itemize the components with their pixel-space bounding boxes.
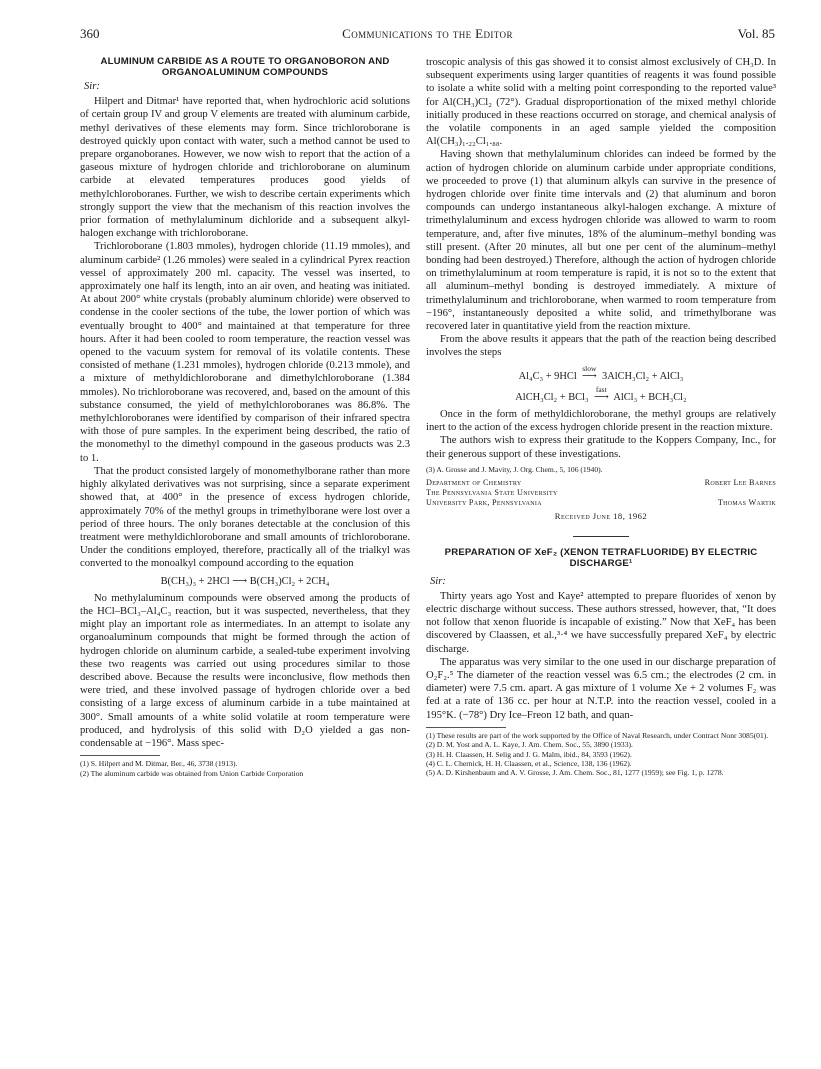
affiliation-location: University Park, Pennsylvania <box>426 498 542 508</box>
right-column <box>426 56 776 778</box>
step-1-reactants: Al₄C₃ + 9HCl <box>518 370 577 382</box>
footnote: (3) H. H. Claassen, H. Selig and J. G. Malm, ibid., 84, 3593 (1962). <box>426 749 632 759</box>
article2-paragraph: The apparatus was very similar to the one used in our discharge preparation of O₂F₂.⁵ The diameter of the reaction vessel was 6.5 cm.; the electrodes (2 cm. in diameter) were 7.5 cm. apart. A gas mixture of 1 volume Xe + 2 volumes F₂ was fed at a rate of 136 cc. per hour at N.T.P. into the reaction vessel, cooled in a 195°K. (−78°) Dry Ice–Freon 12 bath, and quan- <box>426 656 776 721</box>
step-1-rate-label: slow <box>582 363 597 373</box>
footnote: (2) D. M. Yost and A. L. Kaye, J. Am. Chem. Soc., 55, 3890 (1933). <box>426 740 633 750</box>
affiliation-row <box>426 498 776 508</box>
left-column <box>80 56 410 778</box>
step-2-reactants: AlCH₃Cl₂ + BCl₃ <box>515 391 589 403</box>
footnote: (1) S. Hilpert and M. Ditmar, Ber., 46, 3738 (1913). <box>80 759 238 769</box>
article1-paragraph: Once in the form of methyldichloroborane, the methyl groups are relatively inert to the action of the excess hydrogen chloride present in the reaction mixture. <box>426 409 776 434</box>
article1-paragraph: The authors wish to express their gratitude to the Koppers Company, Inc., for their generous support of these investigations. <box>426 435 776 460</box>
footnote: (5) A. D. Kirshenbaum and A. V. Grosse, J. Am. Chem. Soc., 81, 1277 (1959); see Fig. 1, p. 1278. <box>426 768 724 778</box>
author-name: Robert Lee Barnes <box>704 478 776 488</box>
volume-label: Vol. 85 <box>737 26 775 41</box>
article1-paragraph: From the above results it appears that the path of the reaction being described involves the steps <box>426 334 776 359</box>
article1-paragraph: That the product consisted largely of monomethylborane rather than more highly alkylated derivatives was not surprising, since a separate experiment showed that, at 400° in the presence of excess hydrogen chloride, approximately 70% of the methyl groups in trimethylborane were lost over a period of three hours. The only boranes detectable at the conclusion of this treatment were methyldichloroborane and small amounts of trichloroborane. Under the conditions employed, therefore, practically all of the trialkyl was converted to the monoalkyl compound according to the equation <box>80 465 410 570</box>
received-date: Received June 18, 1962 <box>554 511 648 522</box>
step-1-products: 3AlCH₃Cl₂ + AlCl₃ <box>602 370 684 382</box>
article1-salutation: Sir: <box>84 81 100 92</box>
reaction-arrow: fast ⟶ <box>591 384 612 403</box>
footnote-divider <box>80 755 160 756</box>
footnote: (4) C. L. Chernick, H. H. Claassen, et al., Science, 138, 136 (1962). <box>426 758 632 768</box>
footnote-divider <box>426 727 506 728</box>
article2-title: PREPARATION OF XeF₂ (XENON TETRAFLUORIDE) BY ELECTRIC DISCHARGE¹ <box>444 546 758 569</box>
step-2-products: AlCl₃ + BCH₃Cl₂ <box>613 391 687 403</box>
page-number: 360 <box>80 26 100 41</box>
article1-paragraph: troscopic analysis of this gas showed it to consist almost exclusively of CH₃D. In subsequent experiments using larger quantities of reagents it was found possible to isolate a white solid with a melting point corresponding to the reported value³ for Al(CH₃)Cl₂ (72°). Gradual disproportionation of the mixed methyl chloride initially produced in these reactions occurred on storage, and chemical analysis of the volatile components in an aged sample yielded the composition Al(CH₃)₁.₂₂Cl₁.₈₈. <box>426 57 776 148</box>
reference-3: (3) A. Grosse and J. Mavity, J. Org. Chem., 5, 106 (1940). <box>426 464 603 474</box>
affiliation-row <box>426 478 776 488</box>
reaction-arrow: slow ⟶ <box>579 363 600 382</box>
article2-paragraph: Thirty years ago Yost and Kaye² attempted to prepare fluorides of xenon by electric discharge without success. These authors stressed, however, that, “It does not follow that xenon fluoride is incapable of existing.” Now that XeF₄ has been discovered by Claassen, et al.,³·⁴ we have successfully prepared XeF₄ by electric discharge. <box>426 590 776 655</box>
author-name: Thomas Wartik <box>717 498 776 508</box>
reaction-step-2 <box>426 384 776 404</box>
reaction-step-1 <box>426 363 776 383</box>
equation-1: B(CH₃)₃ + 2HCl ⟶ B(CH₃)Cl₂ + 2CH₄ <box>160 575 330 587</box>
article1-paragraph: No methylaluminum compounds were observed among the products of the HCl–BCl₃–Al₄C₃ reaction, but it was suspected, nevertheless, that they might play an important role as intermediates. In an attempt to isolate any organoaluminum compounds that might be formed through the action of hydrogen chloride on aluminum carbide, a sealed-tube experiment involving these two reagents was carried out using procedures similar to those described above. Because the results were inconclusive, flow methods then were tried, and these involved passage of hydrogen chloride over a bed consisting of a large excess of aluminum carbide in a tube maintained at 300°. Small amounts of a white solid volatile at room temperature were produced, and hydrolysis of this solid with D₂O yielded a gas non-condensable at −196°. Mass spec- <box>80 592 410 749</box>
affiliation-university: The Pennsylvania State University <box>426 488 558 498</box>
step-2-rate-label: fast <box>595 384 607 394</box>
page-header <box>80 26 775 46</box>
article1-paragraph: Trichloroborane (1.803 mmoles), hydrogen chloride (11.19 mmoles), and aluminum carbide² (1.26 mmoles) were sealed in a cylindrical Pyrex reaction vessel of approximately 200 ml. capacity. The vessel was inserted, to approximately one half its length, into an air oven, and heating was initiated. At about 200° white crystals (probably aluminum chloride) were observed to condense in the cooler sections of the tube, the lower portion of which was eventually brought to 400° and maintained at that temperature for three hours. After it had been cooled to room temperature, the reaction vessel was opened to the vacuum system for removal of its volatile contents. These consisted of methane (1.231 mmoles), hydrogen chloride (0.213 mmole), and a mixture of methyldichloroborane and dimethylchloroborane (1.384 mmoles). No trichloroborane was recovered, and, based on the amount of this substance consumed, the yield of methylchloroboranes was 86.8%. The methylchloroboranes were identified by comparison of their infrared spectra with those of pure samples. In the experiment being described, the ratio of the monomethyl to the dimethyl compound in the gaseous products was 2.3 to 1. <box>80 241 410 464</box>
footnote: (1) These results are part of the work supported by the Office of Naval Research, under Contract Nonr 3085(01). <box>426 730 769 740</box>
article1-paragraph: Having shown that methylaluminum chlorides can indeed be formed by the action of hydrogen chloride on aluminum carbide under appropriate conditions, we proceeded to prove (1) that aluminum alkyls can survive in the presence of hydrogen chloride over finite time intervals and (2) that aluminum and boron compounds can undergo instantaneous alkyl-halogen exchange. A mixture of trimethylaluminum and excess hydrogen chloride was allowed to warm to room temperature, and, after five minutes, 18% of the aluminum–methyl bonding was still present. (After 20 minutes, all but one per cent of the aluminum–methyl bonding had been destroyed.) Therefore, although the action of hydrogen chloride on trimethylaluminum at room temperature is rapid, it is not so to the extent that all aluminum–methyl bonding is destroyed immediately. A mixture of trimethylaluminum and trichloroborane, when warmed to room temperature from −196°, instantaneously deposited a white solid, and trimethylborane was recovered later in quantitative yield from the reaction mixture. <box>426 149 776 333</box>
journal-section-title: Communications to the Editor <box>342 26 513 41</box>
article1-paragraph: Hilpert and Ditmar¹ have reported that, when hydrochloric acid solutions of certain group IV and group V elements are treated with aluminum carbide, methyl derivatives of these elements may form. Since trichloroborane is destroyed quickly upon contact with water, such a method cannot be used to prepare organoboranes. However, we now wish to report that the action of a gaseous mixture of hydrogen chloride and trichloroborane on aluminum carbide at elevated temperatures produces good yields of methylchloroboranes. Further, we wish to describe certain experiments which strongly support the view that the mechanism of this reaction involves the prior formation of methylaluminum dichloride and a subsequent alkyl-halogen exchange with trichloroborane. <box>80 96 410 240</box>
affiliation-row <box>426 488 776 498</box>
article-separator <box>573 536 629 537</box>
footnote: (2) The aluminum carbide was obtained from Union Carbide Corporation <box>80 768 304 778</box>
article1-title: ALUMINUM CARBIDE AS A ROUTE TO ORGANOBORON AND ORGANOALUMINUM COMPOUNDS <box>100 56 390 78</box>
affiliation-department: Department of Chemistry <box>426 478 522 488</box>
article2-salutation: Sir: <box>430 575 446 587</box>
